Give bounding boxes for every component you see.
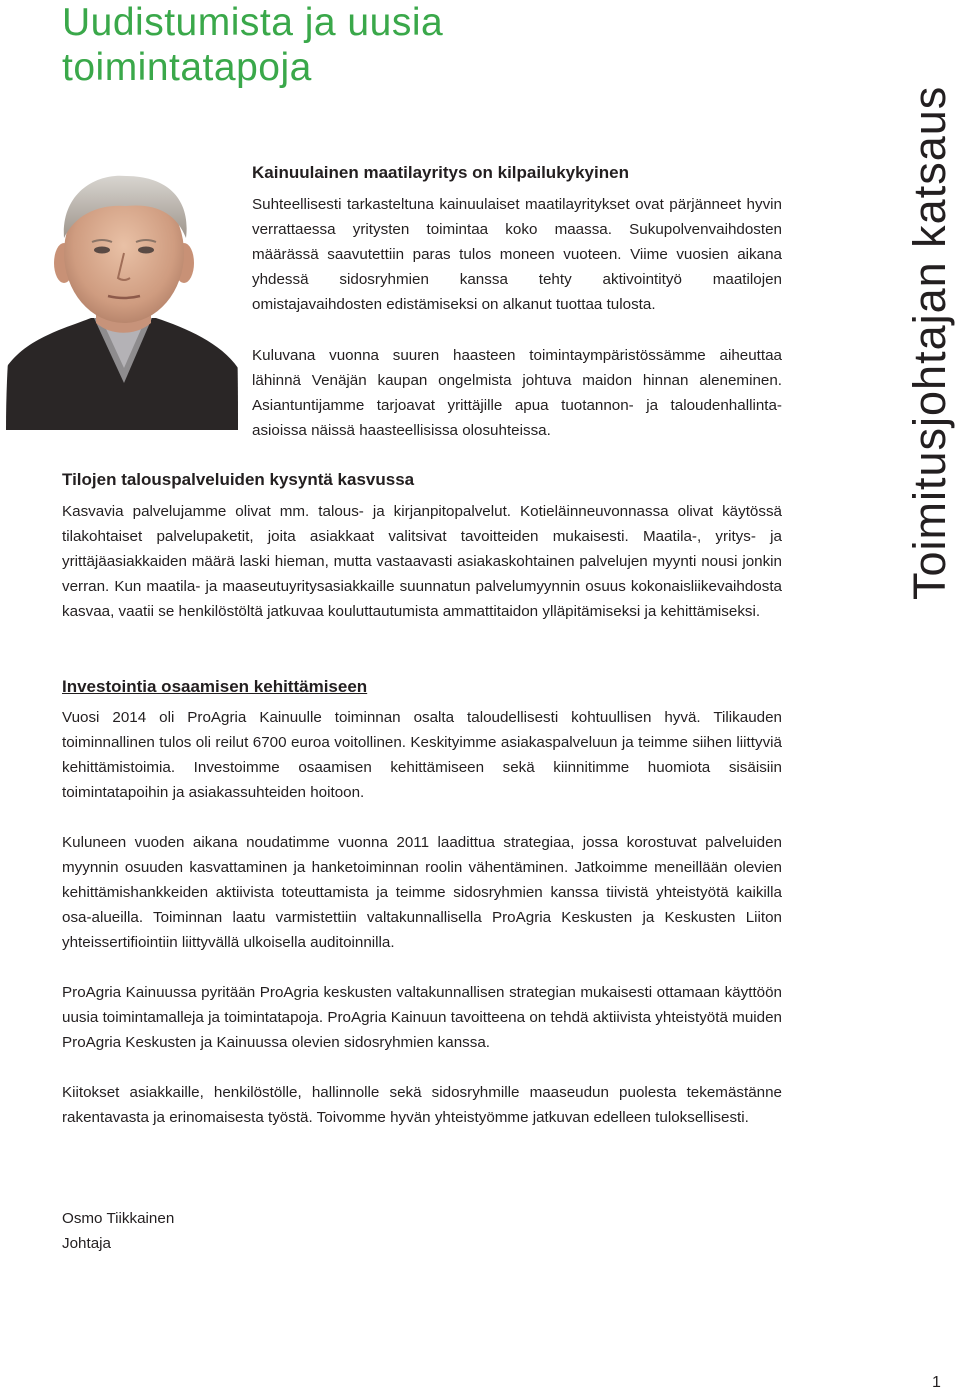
page-title-line-2: toimintatapoja	[62, 46, 312, 89]
paragraph-investment-4: Kiitokset asiakkaille, henkilöstölle, hallinnolle sekä sidosryhmille maaseudun puolesta tekemästänne rakentavasta ja erinomaisesta työstä. Toivomme hyvän yhteistyömme jatkuvan edelleen tuloksellisesti.	[62, 1084, 782, 1126]
portrait-photo	[6, 168, 238, 430]
section-heading-investment: Investointia osaamisen kehittämiseen	[62, 677, 368, 696]
paragraph-competitive-1: Suhteellisesti tarkasteltuna kainuulaiset maatilayritykset ovat pärjänneet hyvin verrattaessa yritysten toimintaa koko maassa. Sukupolvenvaihdosten määrässä saavutettiin paras tulos moneen vuoteen. Viime vuosien aikana yhdessä sidosryhmien kanssa tehty aktivointityö maatilojen omistajavaihdosten edistämiseksi on alkanut tuottaa tulosta.	[252, 196, 782, 313]
page-title	[62, 0, 443, 90]
paragraph-competitive-2: Kuluvana vuonna suuren haasteen toimintaympäristössämme aiheuttaa lähinnä Venäjän kaupan ongelmista johtuva maidon hinnan aleneminen. Asiantuntijamme tarjoavat yrittäjille apua tuotannon- ja taloudenhallinta-asioissa näissä haasteellisissa olosuhteissa.	[252, 347, 782, 439]
signature-name: Osmo Tiikkainen	[62, 1210, 175, 1227]
paragraph-investment-3: ProAgria Kainuussa pyritään ProAgria keskusten valtakunnallisen strategian mukaisesti ottamaan käyttöön uusia toimintamalleja ja toimintatapoja. ProAgria Kainuun tavoitteena on tehdä aktiivista yhteistyötä muiden ProAgria Keskusten ja Kainuussa olevien sidosryhmien kanssa.	[62, 984, 782, 1051]
page-title-line-1: Uudistumista ja uusia	[62, 1, 444, 44]
section-heading-financial-services: Tilojen talouspalveluiden kysyntä kasvussa	[62, 470, 415, 489]
signature-role: Johtaja	[62, 1235, 111, 1252]
paragraph-investment-1: Vuosi 2014 oli ProAgria Kainuulle toiminnan osalta taloudellisesti kohtuullisen hyvä. Tilikauden toiminnallinen tulos oli reilut 6700 euroa voitollinen. Keskityimme asiakaspalveluun ja teimme siihen liittyviä kehittämistoimia. Investoimme osaamisen kehittämiseen sekä kiinnitimme huomiota sisäisiin toimintatapoihin ja asiakassuhteiden hoitoon.	[62, 709, 782, 801]
side-title: Toimitusjohtajan katsaus	[904, 85, 955, 600]
section-heading-competitive: Kainuulainen maatilayritys on kilpailukykyinen	[252, 163, 629, 182]
page-number: 1	[932, 1374, 941, 1391]
paragraph-financial-services: Kasvavia palvelujamme olivat mm. talous- ja kirjanpitopalvelut. Kotieläinneuvonnassa olivat käytössä tilakohtaiset palvelupaketit, joita asiakkaat valitsivat tavoitteiden mukaisesti. Maatila-, yritys- ja yrittäjäasiakkaiden määrä laski hieman, mutta vastaavasti asiakaskohtainen palvelujen myynti nousi jonkin verran. Kun maatila- ja maaseutuyritysasiakkaille suunnatun palvelumyynnin osuus kokonaisliikevaihdosta kasvaa, vaatii se henkilöstöltä jatkuvaa kouluttautumista ammattitaidon ylläpitämiseksi ja kehittämiseksi.	[62, 503, 782, 620]
paragraph-investment-2: Kuluneen vuoden aikana noudatimme vuonna 2011 laadittua strategiaa, jossa korostuvat palveluiden myynnin osuuden kasvattaminen ja hanketoiminnan roolin vähentäminen. Jatkoimme meneillään olevien kehittämishankkeiden aktiivista toteuttamista ja teimme sidosryhmien kanssa tiivistä yhteistyötä kaikilla osa-alueilla. Toiminnan laatu varmistettiin valtakunnallisella ProAgria Keskusten ja Keskusten Liiton yhteissertifiointiin liittyvällä ulkoisella auditoinnilla.	[62, 834, 782, 951]
